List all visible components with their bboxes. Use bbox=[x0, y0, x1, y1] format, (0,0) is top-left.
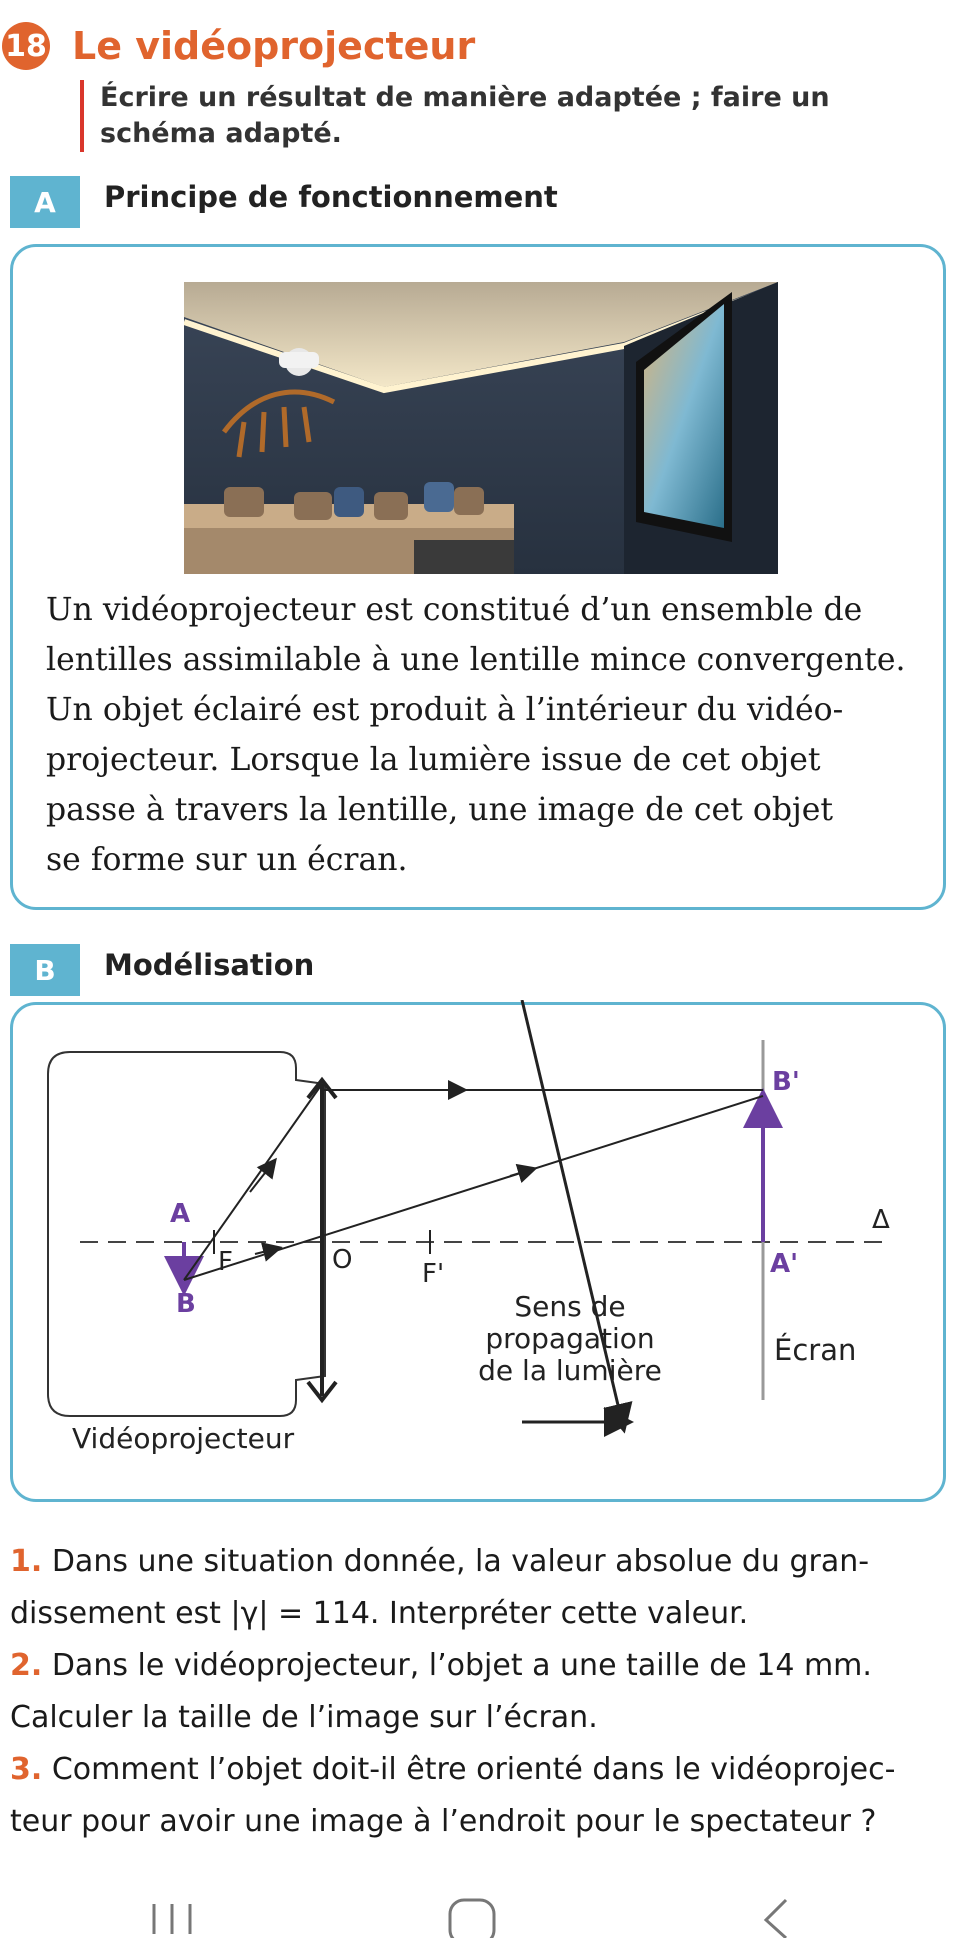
label-axis: Δ bbox=[872, 1205, 890, 1235]
section-a-tab: A bbox=[10, 176, 80, 228]
question-text: Calculer la taille de l’image sur l’écran. bbox=[10, 1700, 598, 1735]
ray-1 bbox=[184, 1084, 322, 1280]
section-b-title: Modélisation bbox=[104, 948, 315, 982]
question-number: 3. bbox=[10, 1752, 43, 1787]
text-line: lentilles assimilable à une lentille mince convergente. bbox=[46, 642, 906, 678]
label-b: B bbox=[176, 1289, 196, 1319]
question-text: dissement est |γ| = 114. Interpréter cette valeur. bbox=[10, 1596, 749, 1631]
text-line: Un objet éclairé est produit à l’intérieur du vidéo- bbox=[46, 692, 844, 728]
back-icon[interactable] bbox=[766, 1900, 786, 1938]
skill-statement: Écrire un résultat de manière adaptée ; faire un schéma adapté. bbox=[80, 80, 940, 152]
text-line: projecteur. Lorsque la lumière issue de cet objet bbox=[46, 742, 821, 778]
exercise-number: 18 bbox=[2, 22, 50, 70]
projector-casing bbox=[48, 1052, 325, 1416]
label-f: F bbox=[218, 1247, 233, 1277]
ray-3-arrow bbox=[510, 1170, 530, 1176]
question-number: 2. bbox=[10, 1648, 43, 1683]
question-text: Dans le vidéoprojecteur, l’objet a une taille de 14 mm. bbox=[51, 1648, 872, 1683]
ray-2 bbox=[184, 1096, 763, 1280]
home-icon[interactable] bbox=[450, 1900, 494, 1938]
question-text: Dans une situation donnée, la valeur absolue du gran- bbox=[51, 1544, 870, 1579]
recent-apps-icon[interactable] bbox=[154, 1904, 190, 1934]
question-2 bbox=[10, 1640, 950, 1744]
home-cinema-photo bbox=[184, 282, 778, 574]
question-number: 1. bbox=[10, 1544, 43, 1579]
text-line: se forme sur un écran. bbox=[46, 842, 408, 878]
section-a-title: Principe de fonctionnement bbox=[104, 180, 558, 214]
exercise-title: Le vidéoprojecteur bbox=[72, 24, 476, 68]
label-propagation-3: de la lumière bbox=[478, 1354, 662, 1387]
section-b-tab: B bbox=[10, 944, 80, 996]
label-projector: Vidéoprojecteur bbox=[72, 1422, 295, 1455]
label-ap: A' bbox=[770, 1249, 799, 1279]
exercise-header bbox=[0, 18, 475, 74]
label-o: O bbox=[332, 1245, 353, 1275]
question-3 bbox=[10, 1744, 950, 1848]
section-a-text bbox=[46, 585, 916, 885]
ray-2-arrow bbox=[250, 1164, 272, 1192]
text-line: Un vidéoprojecteur est constitué d’un ensemble de bbox=[46, 592, 863, 628]
question-1 bbox=[10, 1536, 950, 1640]
optics-diagram bbox=[0, 1000, 960, 1500]
label-propagation-1: Sens de bbox=[514, 1290, 626, 1323]
label-propagation-2: propagation bbox=[485, 1322, 655, 1355]
question-text: teur pour avoir une image à l’endroit pour le spectateur ? bbox=[10, 1804, 877, 1839]
question-text: Comment l’objet doit-il être orienté dans le vidéoprojec- bbox=[51, 1752, 896, 1787]
label-screen: Écran bbox=[774, 1333, 857, 1367]
system-nav-bar bbox=[0, 1890, 960, 1938]
label-fp: F' bbox=[422, 1259, 445, 1289]
label-a: A bbox=[170, 1199, 191, 1229]
text-line: passe à travers la lentille, une image de cet objet bbox=[46, 792, 834, 828]
label-bp: B' bbox=[772, 1067, 800, 1097]
